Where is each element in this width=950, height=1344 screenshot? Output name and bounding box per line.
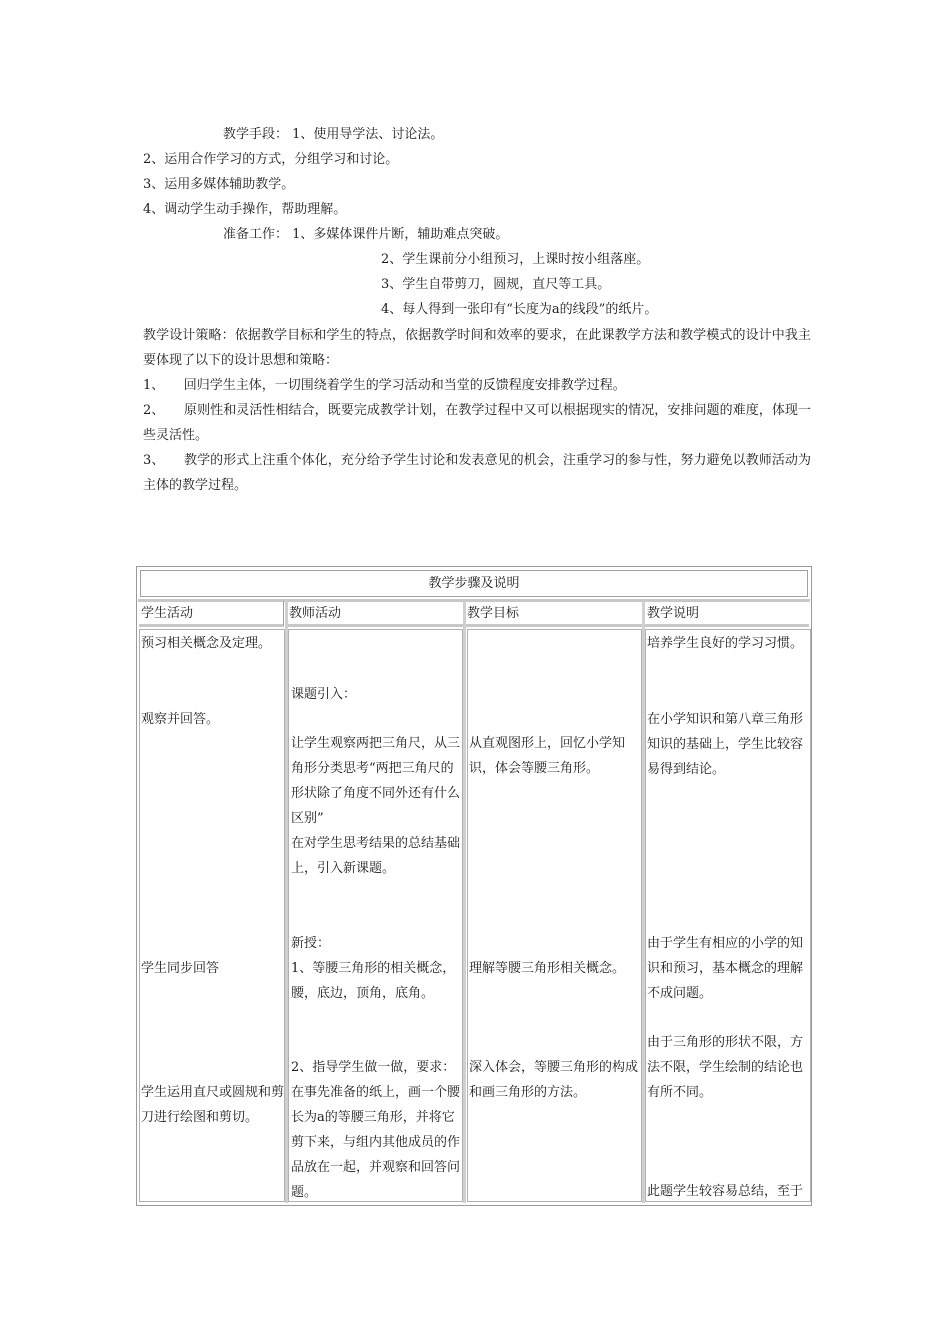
header-teaching-goal: 教学目标 [465, 601, 643, 627]
column-divider [463, 601, 466, 1203]
goal-cell: 理解等腰三角形相关概念。 [469, 961, 626, 976]
student-cell: 观察并回答。 [141, 712, 220, 727]
prep-item: 2、学生课前分小组预习，上课时按小组落座。 [381, 252, 650, 267]
teacher-cell: 课题引入： [291, 687, 357, 702]
note-cell: 由于三角形的形状不限，方法不限，学生绘制的结论也有所不同。 [647, 1035, 804, 1100]
prep-item: 4、每人得到一张印有“长度为a的线段”的纸片。 [381, 302, 658, 317]
student-cell: 预习相关概念及定理。 [141, 636, 272, 651]
principle-1: 1、 回归学生主体，一切围绕着学生的学习活动和当堂的反馈程度安排教学过程。 [143, 378, 626, 393]
teacher-cell: 在对学生思考结果的总结基础上，引入新课题。 [291, 836, 461, 876]
prep-line: 准备工作： 1、多媒体课件片断，辅助难点突破。 [223, 227, 509, 242]
student-cell: 学生运用直尺或圆规和剪刀进行绘图和剪切。 [141, 1085, 285, 1125]
header-student-activity: 学生活动 [139, 601, 284, 627]
note-cell: 此题学生较容易总结，至于 [647, 1184, 804, 1199]
note-cell: 培养学生良好的学习习惯。 [647, 636, 804, 651]
principle-2: 2、 原则性和灵活性相结合，既要完成教学计划，在教学过程中又可以根据现实的情况，安排问题的难度，体现一些灵活性。 [143, 403, 811, 443]
teacher-cell: 1、等腰三角形的相关概念，腰，底边，顶角，底角。 [291, 961, 456, 1001]
goal-cell: 从直观图形上，回忆小学知识，体会等腰三角形。 [469, 736, 626, 776]
column-divider [642, 601, 645, 1203]
principle-3: 3、 教学的形式上注重个体化，充分给予学生讨论和发表意见的机会，注重学习的参与性，努力避免以教师活动为主体的教学过程。 [143, 453, 811, 493]
teacher-cell: 新授： [291, 936, 331, 951]
prep-item: 3、学生自带剪刀，圆规，直尺等工具。 [381, 277, 611, 292]
column-goal [467, 629, 642, 1202]
method-item: 4、调动学生动手操作，帮助理解。 [143, 202, 347, 217]
student-cell: 学生同步回答 [141, 961, 220, 976]
header-teaching-note: 教学说明 [645, 601, 809, 627]
method-item: 3、运用多媒体辅助教学。 [143, 177, 295, 192]
note-cell: 在小学知识和第八章三角形知识的基础上，学生比较容易得到结论。 [647, 712, 804, 777]
methods-line: 教学手段： 1、使用导学法、讨论法。 [223, 127, 444, 142]
column-divider [285, 601, 288, 1203]
strategy-paragraph: 教学设计策略：依据教学目标和学生的特点，依据教学时间和效率的要求，在此课教学方法和教学模式的设计中我主要体现了以下的设计思想和策略： [143, 328, 811, 368]
method-item: 2、运用合作学习的方式，分组学习和讨论。 [143, 152, 399, 167]
note-cell: 由于学生有相应的小学的知识和预习，基本概念的理解不成问题。 [647, 936, 804, 1001]
teacher-cell: 让学生观察两把三角尺，从三角形分类思考“两把三角尺的形状除了角度不同外还有什么区别” [291, 736, 461, 826]
goal-cell: 深入体会，等腰三角形的构成和画三角形的方法。 [469, 1060, 639, 1100]
table-title: 教学步骤及说明 [140, 570, 808, 597]
teacher-cell: 2、指导学生做一做，要求：在事先准备的纸上，画一个腰长为a的等腰三角形，并将它剪下来，与组内其他成员的作品放在一起，并观察和回答问题。 [291, 1060, 461, 1200]
header-teacher-activity: 教师活动 [287, 601, 464, 627]
teaching-steps-table [136, 566, 812, 1206]
